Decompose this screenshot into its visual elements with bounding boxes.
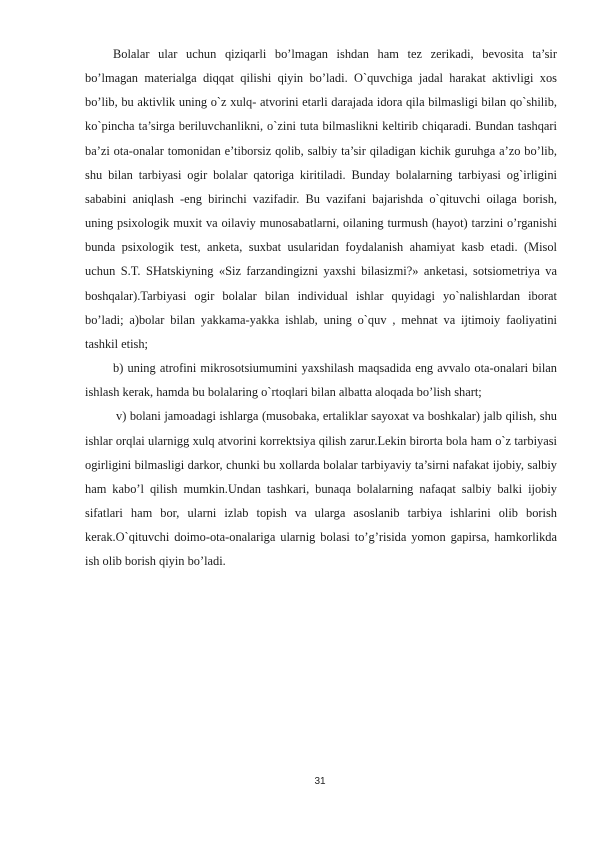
paragraph-b: b) uning atrofini mikrosotsiumumini yaxshilash maqsadida eng avvalo ota-onalari bilan ishlash kerak, hamda bu bolalaring o`rtoqlari bilan albatta aloqada bo’lish shart; (85, 361, 557, 400)
body-text (85, 42, 557, 573)
paragraph-v: v) bolani jamoadagi ishlarga (musobaka, ertaliklar sayoxat va boshkalar) jalb qilish, shu ishlar orqlai ularnigg xulq atvorini korrektsiya qilish zarur.Lekin birorta bola ham o`z tarbiyasi ogirligini bilmasligi darkor, chunki bu xollarda bolalar tarbiyaviy ta’sirni nafakat ijobiy, salbiy ham kabo’l qilish mumkin.Undan tashkari, bunaqa bolalarning nafaqat salbiy balki ijobiy sifatlari ham bor, ularni izlab topish va ularga asoslanib tarbiya ishlarini olib borish kerak.O`qituvchi doimo-ota-onalariga ularnig bolasi to’g’risida yomon gapirsa, hamkorlikda ish olib borish qiyin bo’ladi. (85, 409, 557, 569)
page-number: 31 (314, 776, 326, 787)
paragraph-main: Bolalar ular uchun qiziqarli bo’lmagan ishdan ham tez zerikadi, bevosita ta’sir bo’lmagan materialga diqqat qilishi qiyin bo’ladi. O`quvchiga jadal harakat aktivligi xos bo’lib, bu aktivlik uning o`z xulq- atvorini etarli darajada idora qila bilmasligi bilan qo`shilib, ko`pincha ta’sirga beriluvchanlikni, o`zini tuta bilmaslikni keltirib chiqaradi. Bundan tashqari ba’zi ota-onalar tomonidan e’tiborsiz qolib, salbiy ta’sir qiladigan kichik guruhga a’zo bo’lib, shu bilan tarbiyasi ogir bolalar qatoriga kiritiladi. Bunday bolalarning tarbiyasi og`irligini sababini aniqlash -eng birinchi vazifadir. Bu vazifani bajarishda o`qituvchi oilaga borish, uning psixologik muxit va oilaviy munosabatlarni, oilaning turmush (hayot) tarzini o’rganishi bunda psixologik test, anketa, suxbat usularidan foydalanish ahamiyat kasb etadi. (Misol uchun S.T. SHatskiyning «Siz farzandingizni yaxshi bilasizmi?» anketasi, sotsiometriya va boshqalar).Tarbiyasi ogir bolalar bilan individual ishlar quyidagi yo`nalishlardan iborat bo’ladi; a)bolar bilan yakkama-yakka ishlab, uning o`quv , mehnat va ijtimoiy faoliyatini tashkil etish; (85, 47, 557, 351)
